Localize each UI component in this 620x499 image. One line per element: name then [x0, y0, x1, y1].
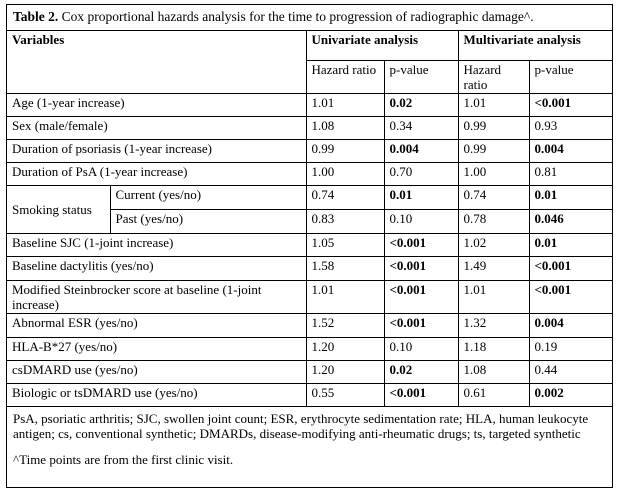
multi-p-cell: 0.19 [529, 337, 612, 360]
row-label: Baseline dactylitis (yes/no) [7, 256, 306, 280]
subheader-multi-p: p-value [529, 60, 612, 93]
table-row [7, 162, 612, 185]
footnote: ^Time points are from the first clinic visit. [13, 451, 234, 467]
uni-hr-cell: 1.08 [306, 116, 384, 139]
uni-hr-cell: 1.01 [306, 93, 384, 116]
table-row [7, 233, 612, 256]
row-label: Duration of psoriasis (1-year increase) [7, 139, 306, 162]
row-label: Modified Steinbrocker score at baseline (1-joint increase) [7, 280, 306, 313]
row-label: Current (yes/no) [110, 185, 306, 209]
multi-p-cell: <0.001 [529, 280, 612, 313]
uni-p-cell: 0.10 [384, 209, 458, 233]
table-row [7, 337, 612, 360]
multi-p-cell: 0.93 [529, 116, 612, 139]
multi-hr-cell: 0.74 [458, 185, 529, 209]
row-label: csDMARD use (yes/no) [7, 360, 306, 383]
multi-hr-cell: 1.32 [458, 313, 529, 337]
multi-p-cell: 0.004 [529, 313, 612, 337]
table-caption [7, 5, 612, 31]
multi-hr-cell: 0.61 [458, 383, 529, 406]
header-univariate: Univariate analysis [306, 31, 458, 60]
table-row [7, 93, 612, 116]
multi-p-cell: 0.81 [529, 162, 612, 185]
table-row [7, 139, 612, 162]
row-label: Abnormal ESR (yes/no) [7, 313, 306, 337]
multi-p-cell: <0.001 [529, 93, 612, 116]
table-row [7, 185, 612, 209]
multi-hr-cell: 1.49 [458, 256, 529, 280]
row-label: HLA-B*27 (yes/no) [7, 337, 306, 360]
multi-p-cell: 0.046 [529, 209, 612, 233]
uni-hr-cell: 1.05 [306, 233, 384, 256]
multi-hr-cell: 1.01 [458, 93, 529, 116]
table-title: Cox proportional hazards analysis for the time to progression of radiographic damage^. [58, 9, 534, 24]
subheader-uni-hr: Hazard ratio [306, 60, 384, 93]
multi-hr-cell: 1.00 [458, 162, 529, 185]
subheader-multi-hr: Hazard ratio [458, 60, 529, 93]
multi-hr-cell: 0.99 [458, 139, 529, 162]
row-label: Duration of PsA (1-year increase) [7, 162, 306, 185]
uni-hr-cell: 1.20 [306, 337, 384, 360]
row-label: Baseline SJC (1-joint increase) [7, 233, 306, 256]
multi-p-cell: <0.001 [529, 256, 612, 280]
uni-p-cell: <0.001 [384, 313, 458, 337]
table-row [7, 360, 612, 383]
table-notes [7, 407, 612, 468]
multi-hr-cell: 1.02 [458, 233, 529, 256]
table-row [7, 280, 612, 313]
row-label: Age (1-year increase) [7, 93, 306, 116]
abbreviations-note: PsA, psoriatic arthritis; SJC, swollen joint count; ESR, erythrocyte sedimentation rate; HLA, human leukocyte antigen; cs, conventional synthetic; DMARDs, disease-modifying anti-rheumatic drugs; ts, targeted synthetic [13, 410, 589, 441]
uni-p-cell: 0.02 [384, 360, 458, 383]
uni-hr-cell: 1.00 [306, 162, 384, 185]
table-row [7, 116, 612, 139]
uni-hr-cell: 1.52 [306, 313, 384, 337]
cox-table [7, 31, 612, 407]
uni-p-cell: <0.001 [384, 233, 458, 256]
multi-hr-cell: 1.08 [458, 360, 529, 383]
uni-hr-cell: 1.20 [306, 360, 384, 383]
table-row [7, 383, 612, 406]
header-variables: Variables [7, 31, 306, 93]
uni-p-cell: <0.001 [384, 256, 458, 280]
uni-p-cell: 0.02 [384, 93, 458, 116]
smoking-group-label: Smoking status [7, 185, 110, 233]
table-row [7, 256, 612, 280]
multi-hr-cell: 1.18 [458, 337, 529, 360]
table-number: Table 2. [13, 9, 59, 24]
uni-hr-cell: 0.55 [306, 383, 384, 406]
uni-p-cell: <0.001 [384, 280, 458, 313]
uni-hr-cell: 0.74 [306, 185, 384, 209]
multi-hr-cell: 0.99 [458, 116, 529, 139]
multi-hr-cell: 1.01 [458, 280, 529, 313]
uni-p-cell: 0.10 [384, 337, 458, 360]
multi-p-cell: 0.004 [529, 139, 612, 162]
uni-hr-cell: 1.01 [306, 280, 384, 313]
table-container [6, 4, 613, 488]
multi-p-cell: 0.44 [529, 360, 612, 383]
uni-hr-cell: 1.58 [306, 256, 384, 280]
uni-p-cell: 0.34 [384, 116, 458, 139]
uni-p-cell: 0.004 [384, 139, 458, 162]
uni-p-cell: <0.001 [384, 383, 458, 406]
multi-p-cell: 0.01 [529, 185, 612, 209]
uni-p-cell: 0.01 [384, 185, 458, 209]
row-label: Biologic or tsDMARD use (yes/no) [7, 383, 306, 406]
header-row [7, 31, 612, 60]
uni-hr-cell: 0.83 [306, 209, 384, 233]
uni-hr-cell: 0.99 [306, 139, 384, 162]
multi-p-cell: 0.01 [529, 233, 612, 256]
row-label: Past (yes/no) [110, 209, 306, 233]
uni-p-cell: 0.70 [384, 162, 458, 185]
subheader-uni-p: p-value [384, 60, 458, 93]
table-row [7, 313, 612, 337]
multi-p-cell: 0.002 [529, 383, 612, 406]
row-label: Sex (male/female) [7, 116, 306, 139]
header-multivariate: Multivariate analysis [458, 31, 612, 60]
multi-hr-cell: 0.78 [458, 209, 529, 233]
